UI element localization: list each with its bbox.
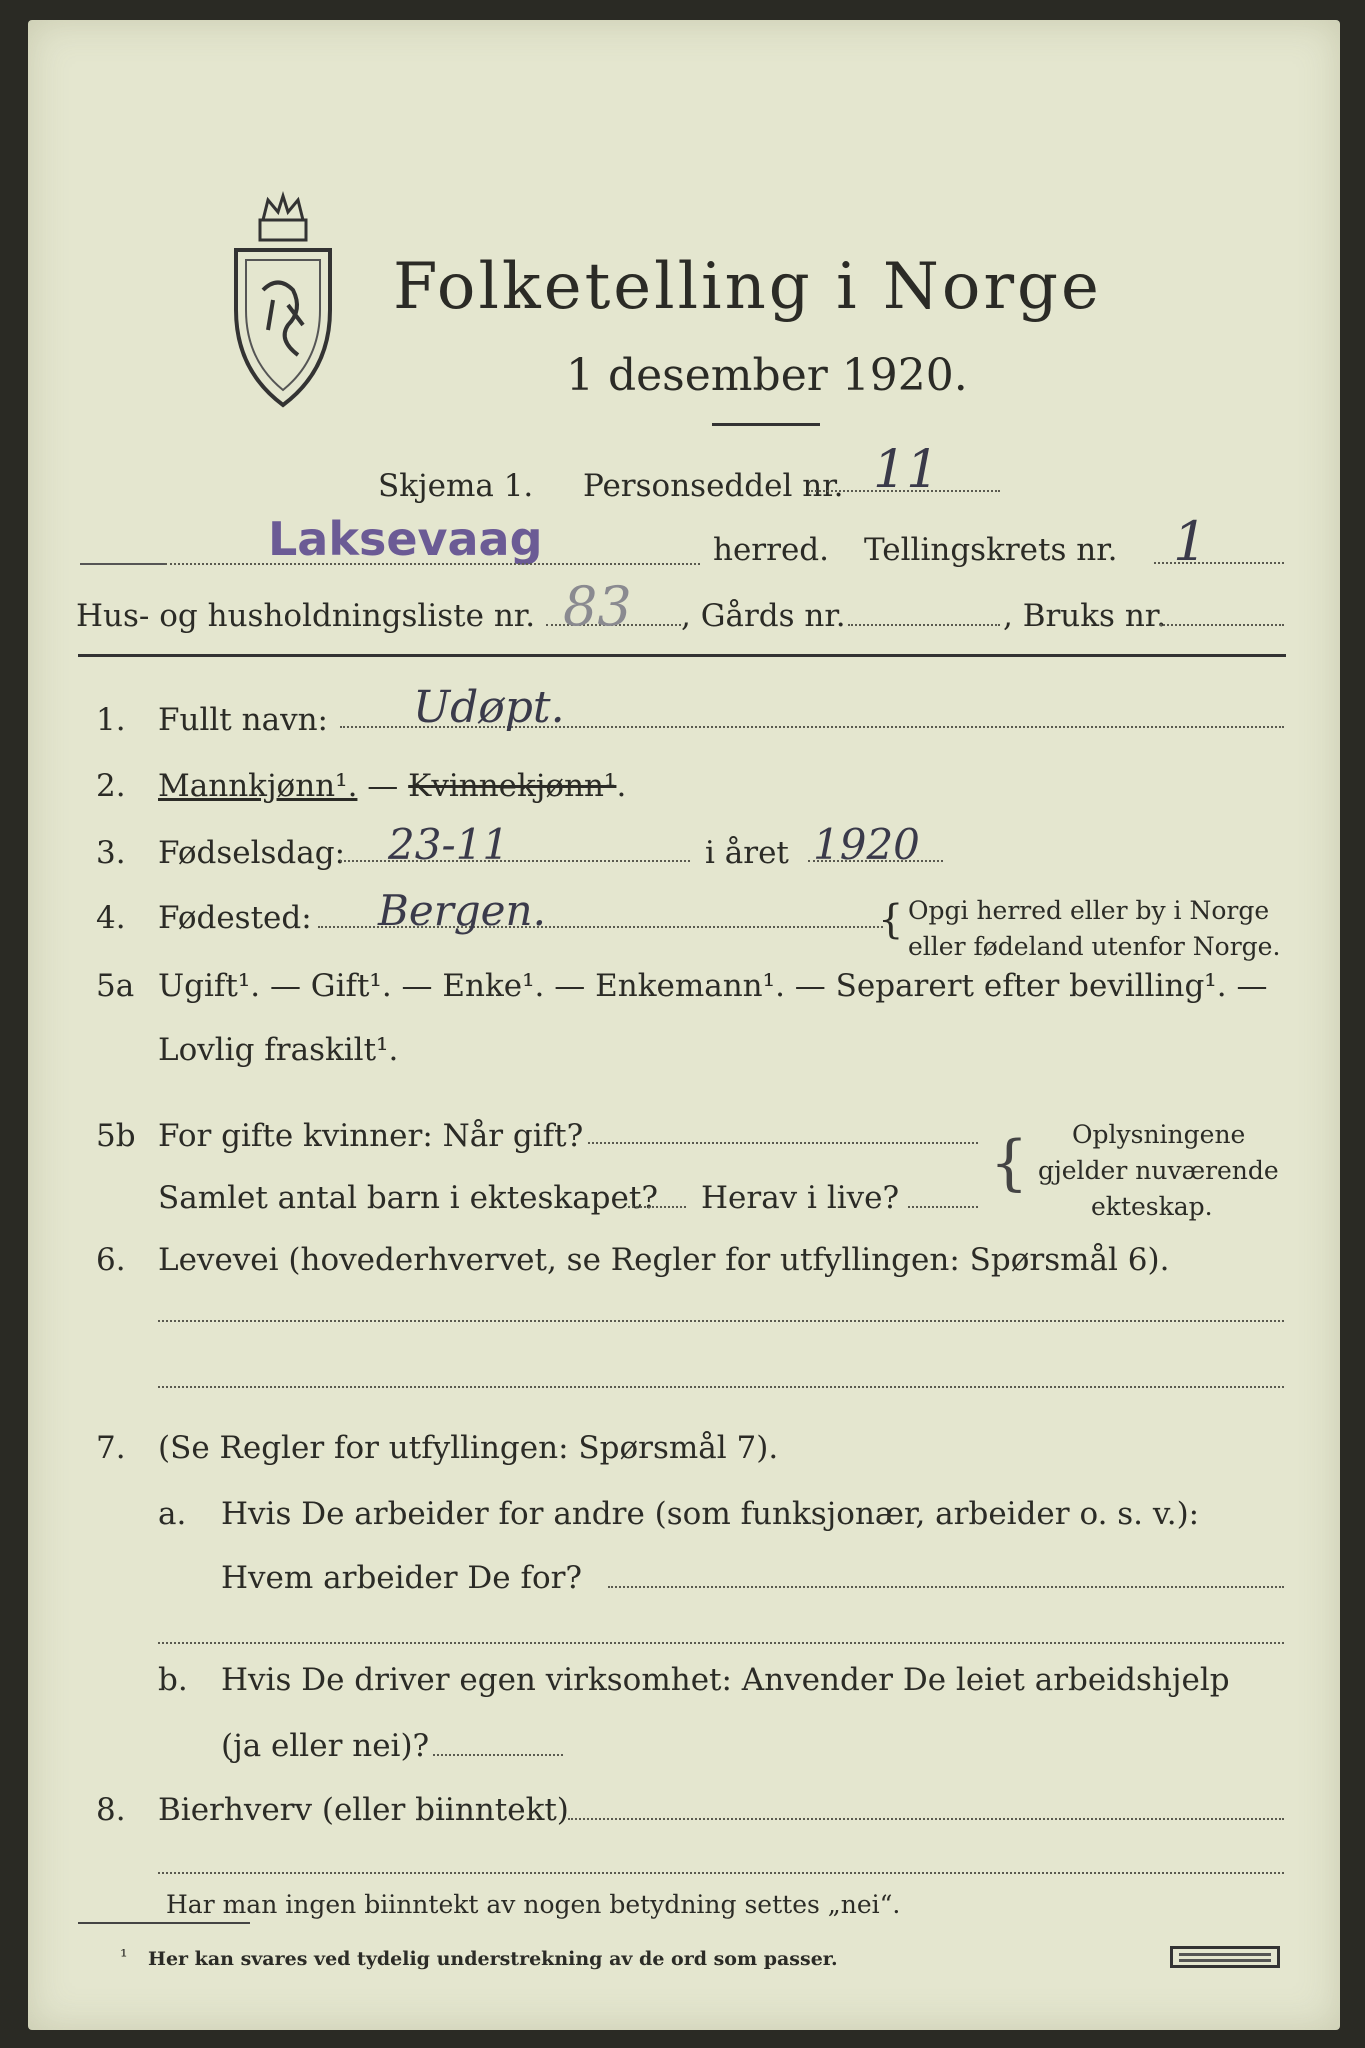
q3-year-value: 1920 <box>813 820 920 869</box>
q7a-answer-line <box>608 1586 1284 1588</box>
personseddel-label: Personseddel nr. <box>583 468 844 504</box>
tellingskrets-value: 1 <box>1173 510 1208 573</box>
q5b-children-line <box>628 1206 686 1208</box>
q8-number: 8. <box>96 1792 126 1828</box>
q6-text: Levevei (hovederhvervet, se Regler for utfyllingen: Spørsmål 6). <box>158 1242 1170 1278</box>
q6-line-2 <box>158 1386 1284 1388</box>
tellingskrets-label: Tellingskrets nr. <box>864 532 1118 568</box>
q5b-line-1: For gifte kvinner: Når gift? <box>158 1118 584 1154</box>
bruks-label: , Bruks nr. <box>1003 598 1167 634</box>
header-rule <box>78 654 1286 657</box>
q7b-line-1: Hvis De driver egen virksomhet: Anvender De leiet arbeidshjelp <box>221 1662 1230 1698</box>
q2-male: Mannkjønn¹. <box>158 768 358 804</box>
q5b-alive-line <box>908 1206 978 1208</box>
skjema-label: Skjema 1. <box>378 468 534 504</box>
q7a-letter: a. <box>158 1496 187 1532</box>
q3-label: Fødselsdag: <box>158 835 346 871</box>
q7-number: 7. <box>96 1430 126 1466</box>
census-date: 1 desember 1920. <box>566 350 968 401</box>
q5b-number: 5b <box>96 1118 136 1154</box>
q7a-extra-line <box>158 1642 1284 1644</box>
bruks-line <box>1160 624 1284 626</box>
q5b-married-line <box>588 1142 978 1144</box>
hus-label: Hus- og husholdningsliste nr. <box>76 598 536 634</box>
q3-value: 23-11 <box>388 820 510 869</box>
q4-note-1: Opgi herred eller by i Norge <box>908 896 1270 925</box>
q5a-line-1: Ugift¹. — Gift¹. — Enke¹. — Enkemann¹. — Separert efter bevilling¹. — <box>158 968 1268 1004</box>
q2-sep: — <box>367 768 399 804</box>
q5b-note-2: gjelder nuværende <box>1038 1156 1279 1185</box>
census-form <box>28 20 1340 2030</box>
gards-label: , Gårds nr. <box>681 598 846 634</box>
herred-line <box>165 563 700 565</box>
q8-line-2 <box>158 1872 1284 1874</box>
q6-number: 6. <box>96 1242 126 1278</box>
q5b-children-label: Samlet antal barn i ekteskapet? <box>158 1180 658 1216</box>
q6-line-1 <box>158 1320 1284 1322</box>
q5b-note-3: ekteskap. <box>1091 1192 1213 1221</box>
q8-text: Bierhverv (eller biinntekt) <box>158 1792 569 1828</box>
q7a-line-2: Hvem arbeider De for? <box>221 1560 583 1596</box>
q3-year-label: i året <box>705 835 789 871</box>
q7b-answer-line <box>433 1754 563 1756</box>
herred-label: herred. <box>713 532 829 568</box>
form-title: Folketelling i Norge <box>393 250 1102 324</box>
q4-value: Bergen. <box>378 886 546 935</box>
q5b-alive-label: Herav i live? <box>701 1180 900 1216</box>
q7a-line-1: Hvis De arbeider for andre (som funksjonær, arbeider o. s. v.): <box>221 1496 1200 1532</box>
q5b-brace: { <box>990 1128 1029 1198</box>
q2-text <box>158 768 626 804</box>
q4-note-2: eller fødeland utenfor Norge. <box>908 932 1281 961</box>
q7b-line-2: (ja eller nei)? <box>221 1728 430 1764</box>
q5a-line-2: Lovlig fraskilt¹. <box>158 1032 399 1068</box>
gards-line <box>848 624 1000 626</box>
q5a-number: 5a <box>96 968 135 1004</box>
personseddel-value: 11 <box>873 440 940 500</box>
q8-line-1 <box>568 1818 1284 1820</box>
footnote-text: Her kan svares ved tydelig understrekning av de ord som passer. <box>148 1948 838 1970</box>
coat-of-arms-icon <box>228 190 338 410</box>
municipality-stamp: Laksevaag <box>268 512 543 566</box>
q1-number: 1. <box>96 702 126 738</box>
q5b-note-1: Oplysningene <box>1072 1120 1246 1149</box>
q4-label: Fødested: <box>158 900 312 936</box>
q7b-letter: b. <box>158 1662 188 1698</box>
q4-number: 4. <box>96 900 126 936</box>
q1-value: Udøpt. <box>413 682 565 733</box>
q7-text: (Se Regler for utfyllingen: Spørsmål 7). <box>158 1430 779 1466</box>
q2-female: Kvinnekjønn¹ <box>408 768 617 804</box>
q2-number: 2. <box>96 768 126 804</box>
footnote-mark: ¹ <box>120 1946 128 1968</box>
footnote-rule <box>78 1922 250 1924</box>
hus-value: 83 <box>563 575 632 638</box>
q4-brace: { <box>878 897 904 943</box>
q1-label: Fullt navn: <box>158 702 328 738</box>
footer-note: Har man ingen biinntekt av nogen betydning settes „nei“. <box>166 1890 901 1919</box>
q2-end: . <box>616 768 627 804</box>
herred-line-left <box>80 563 165 565</box>
title-divider <box>712 423 820 426</box>
printer-mark <box>1170 1946 1280 1968</box>
q3-number: 3. <box>96 835 126 871</box>
